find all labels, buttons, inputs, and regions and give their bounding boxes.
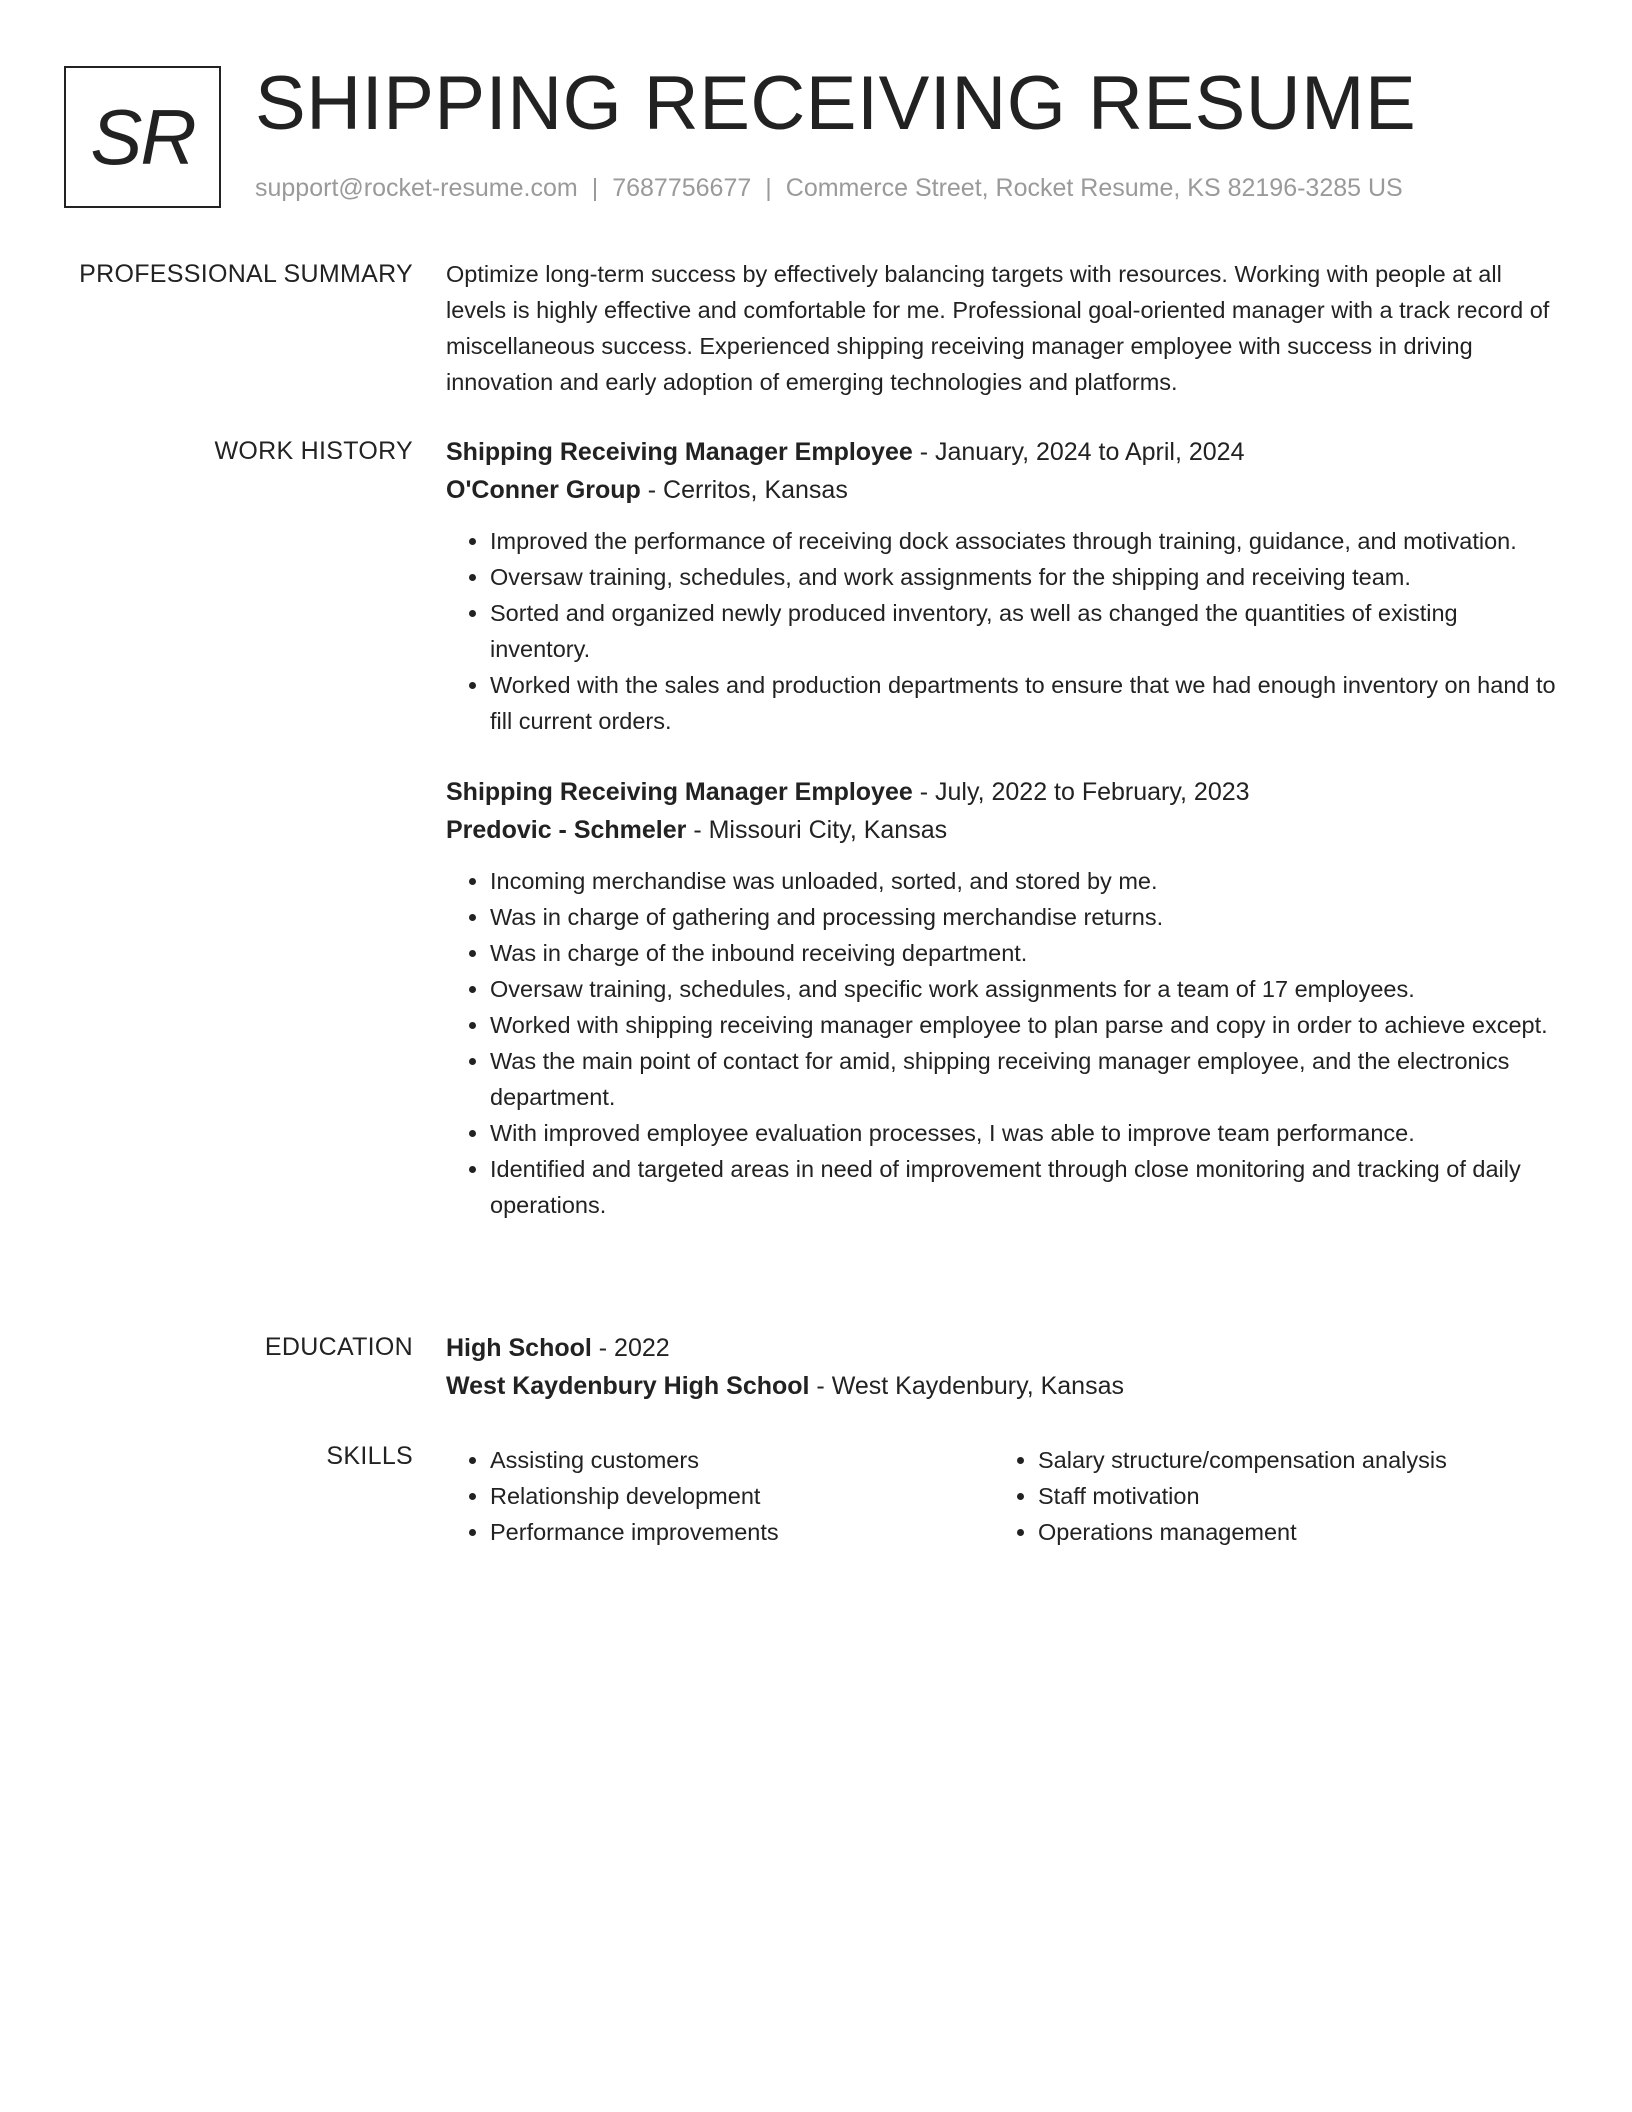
job-company-line <box>446 471 1556 509</box>
skills-grid <box>446 1442 1556 1550</box>
job-bullet-list <box>446 863 1556 1223</box>
skills-list <box>994 1442 1542 1550</box>
job-title-line <box>446 773 1556 811</box>
job-title: Shipping Receiving Manager Employee <box>446 778 913 806</box>
contact-address: Commerce Street, Rocket Resume, KS 82196-3285 US <box>785 174 1403 202</box>
job-location: - Missouri City, Kansas <box>686 816 948 844</box>
contact-separator: | <box>765 174 772 202</box>
section-body <box>446 433 1556 1223</box>
summary-text: Optimize long-term success by effectively balancing targets with resources. Working with people at all levels is highly effective and comfortable for me. Professional goal-oriented manager with a track record of miscellaneous success. Experienced shipping receiving manager employee with success in driving innovation and early adoption of emerging technologies and platforms. <box>446 261 1550 395</box>
job-dates: - July, 2022 to February, 2023 <box>912 778 1250 806</box>
resume-title: SHIPPING RECEIVING RESUME <box>255 61 1417 146</box>
job-entry <box>446 773 1556 1223</box>
skill-item: • Salary structure/compensation analysis <box>1038 1442 1542 1478</box>
job-title-line <box>446 433 1556 471</box>
job-location: - Cerritos, Kansas <box>640 476 848 504</box>
job-bullet: • Incoming merchandise was unloaded, sorted, and stored by me. <box>490 863 1556 899</box>
section-label: EDUCATION <box>264 1333 413 1361</box>
section-label: PROFESSIONAL SUMMARY <box>79 260 413 288</box>
job-bullet: • With improved employee evaluation processes, I was able to improve team performance. <box>490 1115 1556 1151</box>
contact-phone: 7687756677 <box>612 174 752 202</box>
monogram-logo: SR <box>64 66 221 208</box>
skill-item: • Relationship development <box>490 1478 994 1514</box>
education-school-line <box>446 1367 1556 1405</box>
section-body <box>446 256 1556 400</box>
job-bullet: • Sorted and organized newly produced inventory, as well as changed the quantities of existing inventory. <box>490 595 1556 667</box>
skill-item: • Assisting customers <box>490 1442 994 1478</box>
job-bullet: • Was in charge of gathering and processing merchandise returns. <box>490 899 1556 935</box>
section-label: WORK HISTORY <box>214 437 413 465</box>
job-bullet: • Was the main point of contact for amid, shipping receiving manager employee, and the electronics department. <box>490 1043 1556 1115</box>
job-bullet: • Oversaw training, schedules, and work assignments for the shipping and receiving team. <box>490 559 1556 595</box>
section-body <box>446 1442 1556 1550</box>
job-entry <box>446 433 1556 739</box>
skills-list <box>446 1442 994 1550</box>
education-degree-line <box>446 1329 1556 1367</box>
job-title: Shipping Receiving Manager Employee <box>446 438 913 466</box>
job-bullet: • Oversaw training, schedules, and specific work assignments for a team of 17 employees. <box>490 971 1556 1007</box>
job-bullet: • Identified and targeted areas in need of improvement through close monitoring and tracking of daily operations. <box>490 1151 1556 1223</box>
education-year: - 2022 <box>591 1334 670 1362</box>
contact-separator: | <box>591 174 599 202</box>
skills-column-right <box>994 1442 1542 1550</box>
resume-header <box>64 61 1564 210</box>
education-school: West Kaydenbury High School <box>446 1372 810 1400</box>
skill-item: • Performance improvements <box>490 1514 994 1550</box>
skill-item: • Staff motivation <box>1038 1478 1542 1514</box>
job-bullet: • Worked with shipping receiving manager employee to plan parse and copy in order to achieve except. <box>490 1007 1556 1043</box>
contact-line <box>255 174 1403 203</box>
job-company: O'Conner Group <box>446 476 641 504</box>
education-location: - West Kaydenbury, Kansas <box>809 1372 1124 1400</box>
education-degree: High School <box>446 1334 592 1362</box>
job-bullet: • Improved the performance of receiving dock associates through training, guidance, and motivation. <box>490 523 1556 559</box>
skill-item: • Operations management <box>1038 1514 1542 1550</box>
contact-email: support@rocket-resume.com <box>255 174 578 202</box>
job-bullet-list <box>446 523 1556 739</box>
section-label: SKILLS <box>326 1442 413 1470</box>
job-company: Predovic - Schmeler <box>446 816 687 844</box>
job-bullet: • Worked with the sales and production departments to ensure that we had enough inventory on hand to fill current orders. <box>490 667 1556 739</box>
skills-column-left <box>446 1442 994 1550</box>
job-bullet: • Was in charge of the inbound receiving department. <box>490 935 1556 971</box>
job-dates: - January, 2024 to April, 2024 <box>912 438 1245 466</box>
section-body <box>446 1329 1556 1405</box>
job-company-line <box>446 811 1556 849</box>
